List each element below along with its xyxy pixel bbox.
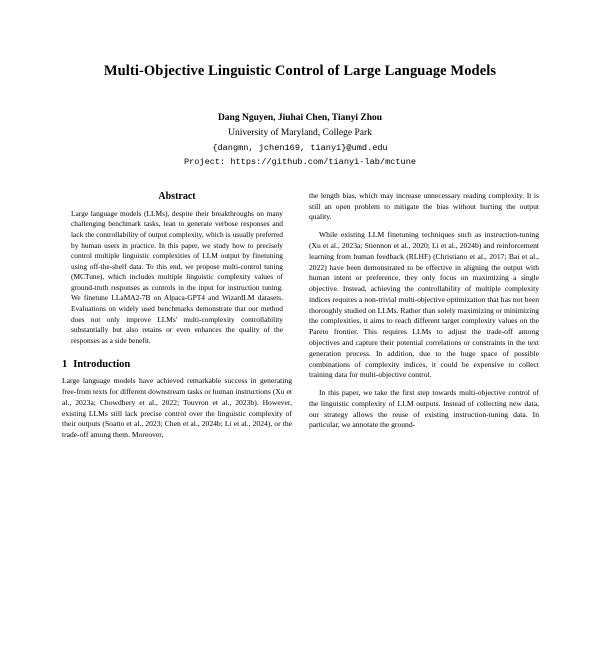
section-number: 1	[62, 359, 68, 371]
abstract-paragraph: Large language models (LLMs), despite their breakthroughs on many challenging benchmark tasks, lean to generate verbose responses and lack the controllability of output complexity, which is usually preferred by human users in practice. In this paper, we study how to precisely control multiple linguistic complexities of LLM output by finetuning using off-the-shelf data. To this end, we propose multi-control tuning (MCTune), which includes multiple linguistic complexity values of ground-truth responses as controls in the input for instruction tuning. We finetune LLaMA2-7B on Alpaca-GPT4 and WizardLM datasets. Evaluations on widely used benchmarks demonstrate that our method does not only improve LLMs' multi-complexity controllability substantially but also retains or even enhances the quality of the responses as a side benefit.	[71, 208, 283, 345]
abstract-body	[62, 209, 292, 347]
right-paragraph-1: the length bias, which may increase unnecessary reading complexity. It is still an open problem to mitigate the bias without hurting the output quality.	[309, 190, 539, 222]
paper-page	[0, 62, 600, 662]
page-title: Multi-Objective Linguistic Control of Large Language Models	[103, 63, 497, 79]
two-column-body	[62, 191, 538, 441]
affiliation: University of Maryland, College Park	[228, 127, 372, 138]
project-link[interactable]: Project: https://github.com/tianyi-lab/mctune	[183, 156, 417, 167]
intro-paragraph-1: Large language models have achieved remarkable success in generating free-from texts for different downstream tasks or human instructions (Xu et al., 2023a; Chowdhery et al., 2022; Touvron et al., 2023b). However, existing LLMs still lack precise control over the linguistic complexity of their outputs (Soatto et al., 2023; Chen et al., 2024b; Li et al., 2024), or the trade-off among them. Moreover,	[62, 376, 292, 440]
abstract-heading: Abstract	[158, 190, 196, 202]
author-emails: {dangmn, jchen169, tianyi}@umd.edu	[212, 142, 388, 153]
left-column	[62, 191, 292, 441]
right-paragraph-2: While existing LLM finetuning techniques such as instruction-tuning (Xu et al., 2023a; Stiennon et al., 2020; Li et al., 2024b) and reinforcement learning from human feedback (RLHF) (Christiano et al., 2017; Bai et al., 2022) have been demonstrated to be effective in aligning the output with human intent or preference, they only focus on maximizing a single objective. Instead, achieving the controllability of multiple complexity indices requires a non-trivial multi-objective optimization that has not been thoroughly studied on LLMs. Rather than solely maximizing or minimizing the complexities, it aims to reach different target complexity values on the Pareto frontier. This requires LLMs to adjust the trade-off among objectives and capture their potential correlations or constraints in the text generation process. In addition, due to the huge space of possible combinations of complexity indices, it could be expensive to collect training data for multi-objective control.	[309, 230, 539, 380]
right-column	[309, 191, 539, 441]
section-title: Introduction	[73, 359, 131, 371]
section-heading-introduction	[62, 359, 292, 370]
author-list: Dang Nguyen, Jiuhai Chen, Tianyi Zhou	[217, 112, 383, 123]
right-paragraph-3: In this paper, we take the first step towards multi-objective control of the linguistic complexity of LLM outputs. Instead of collecting new data, our strategy allows the reuse of existing instruction-tuning data. In particular, we annotate the ground-	[309, 388, 539, 430]
